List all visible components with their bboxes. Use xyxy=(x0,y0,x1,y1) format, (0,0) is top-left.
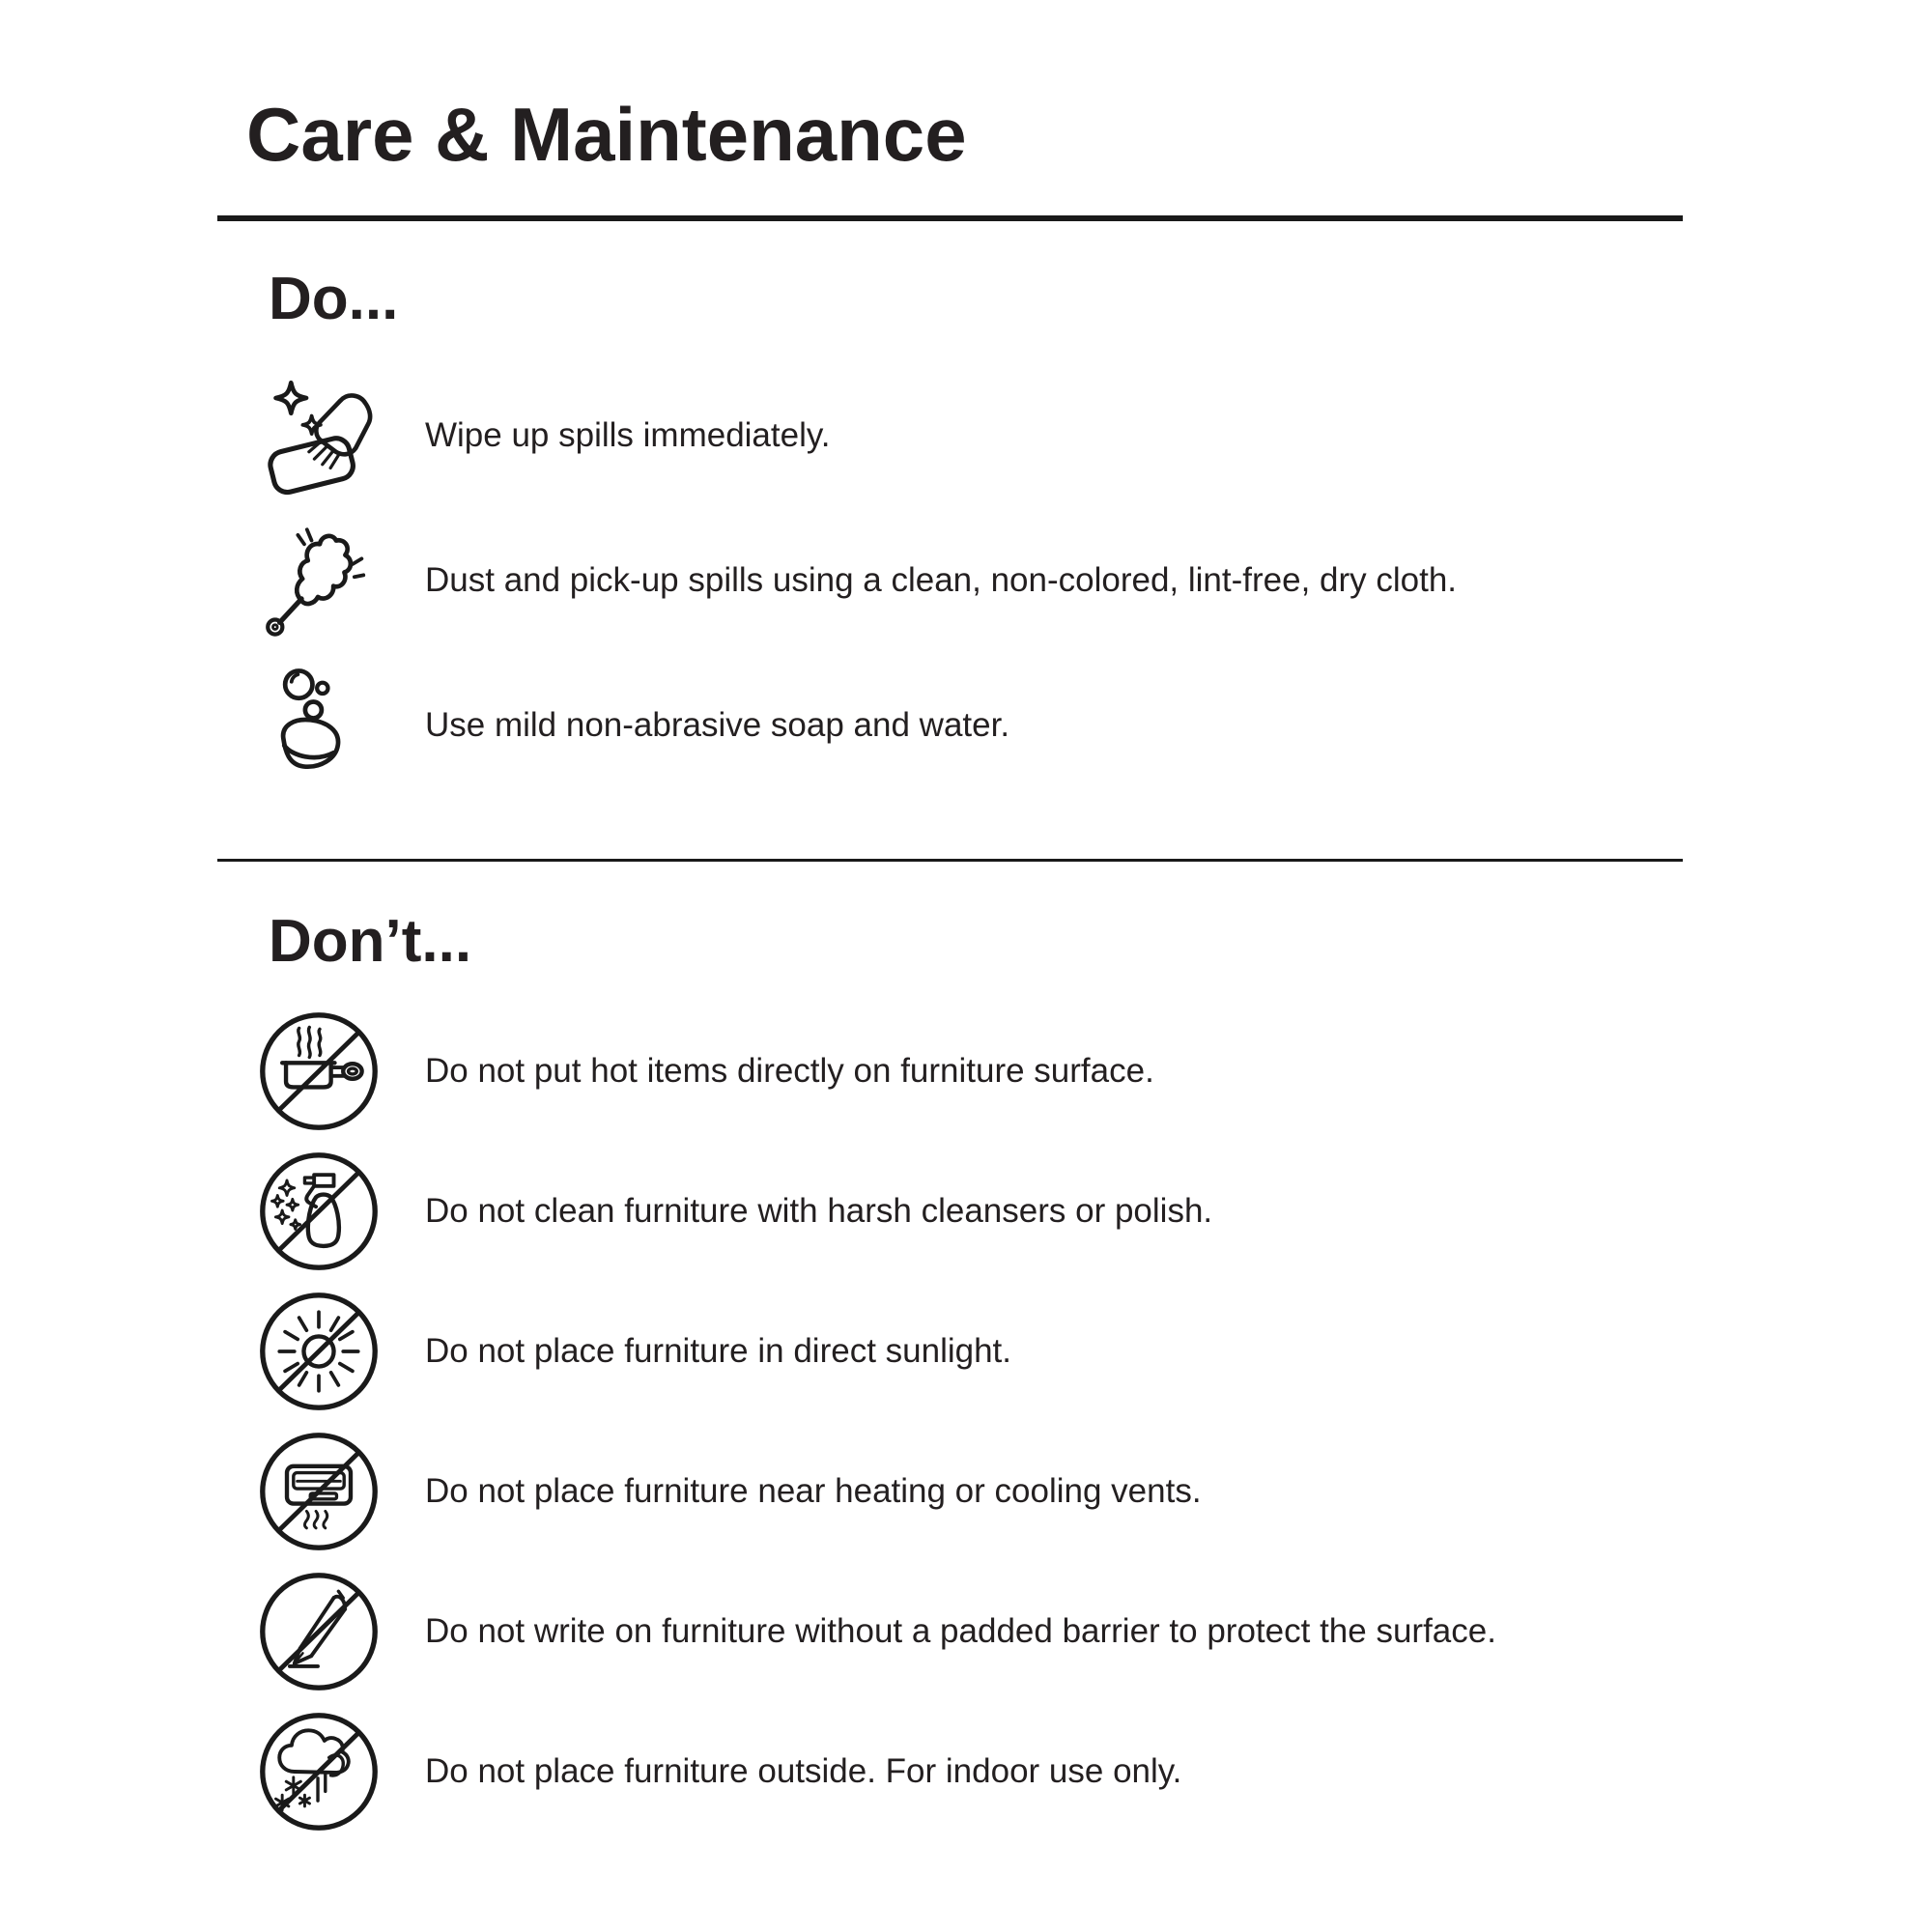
list-item xyxy=(256,1701,1932,1841)
list-item xyxy=(256,1421,1932,1561)
item-text: Dust and pick-up spills using a clean, non-colored, lint-free, dry cloth. xyxy=(425,561,1458,599)
list-item xyxy=(256,1281,1932,1421)
do-list xyxy=(0,363,1932,798)
item-text: Do not place furniture outside. For indoor use only. xyxy=(425,1751,1182,1790)
do-heading: Do... xyxy=(269,266,399,332)
no-direct-sunlight-icon xyxy=(256,1289,425,1414)
title-divider xyxy=(217,215,1683,221)
no-outdoor-use-icon xyxy=(256,1709,425,1834)
do-section xyxy=(0,266,1932,798)
list-item xyxy=(256,508,1932,653)
wipe-hand-icon xyxy=(256,373,425,498)
item-text: Do not clean furniture with harsh cleansers or polish. xyxy=(425,1191,1213,1230)
list-item xyxy=(256,1561,1932,1701)
no-heating-vents-icon xyxy=(256,1429,425,1554)
no-harsh-cleansers-icon xyxy=(256,1149,425,1274)
list-item xyxy=(256,1141,1932,1281)
list-item xyxy=(256,653,1932,798)
no-writing-icon xyxy=(256,1569,425,1694)
item-text: Do not write on furniture without a padded barrier to protect the surface. xyxy=(425,1611,1496,1650)
section-divider xyxy=(217,859,1683,862)
item-text: Use mild non-abrasive soap and water. xyxy=(425,706,1010,744)
sponge-soap-icon xyxy=(256,662,425,789)
dont-list xyxy=(0,1001,1932,1841)
no-hot-items-icon xyxy=(256,1009,425,1134)
item-text: Do not place furniture near heating or cooling vents. xyxy=(425,1471,1202,1510)
dont-heading: Don’t... xyxy=(269,908,472,975)
list-item xyxy=(256,1001,1932,1141)
page-title: Care & Maintenance xyxy=(246,92,967,177)
list-item xyxy=(256,363,1932,508)
item-text: Do not place furniture in direct sunlight. xyxy=(425,1331,1011,1370)
item-text: Wipe up spills immediately. xyxy=(425,416,831,454)
duster-icon xyxy=(256,517,425,644)
dont-section xyxy=(0,908,1932,1841)
item-text: Do not put hot items directly on furniture surface. xyxy=(425,1051,1154,1090)
